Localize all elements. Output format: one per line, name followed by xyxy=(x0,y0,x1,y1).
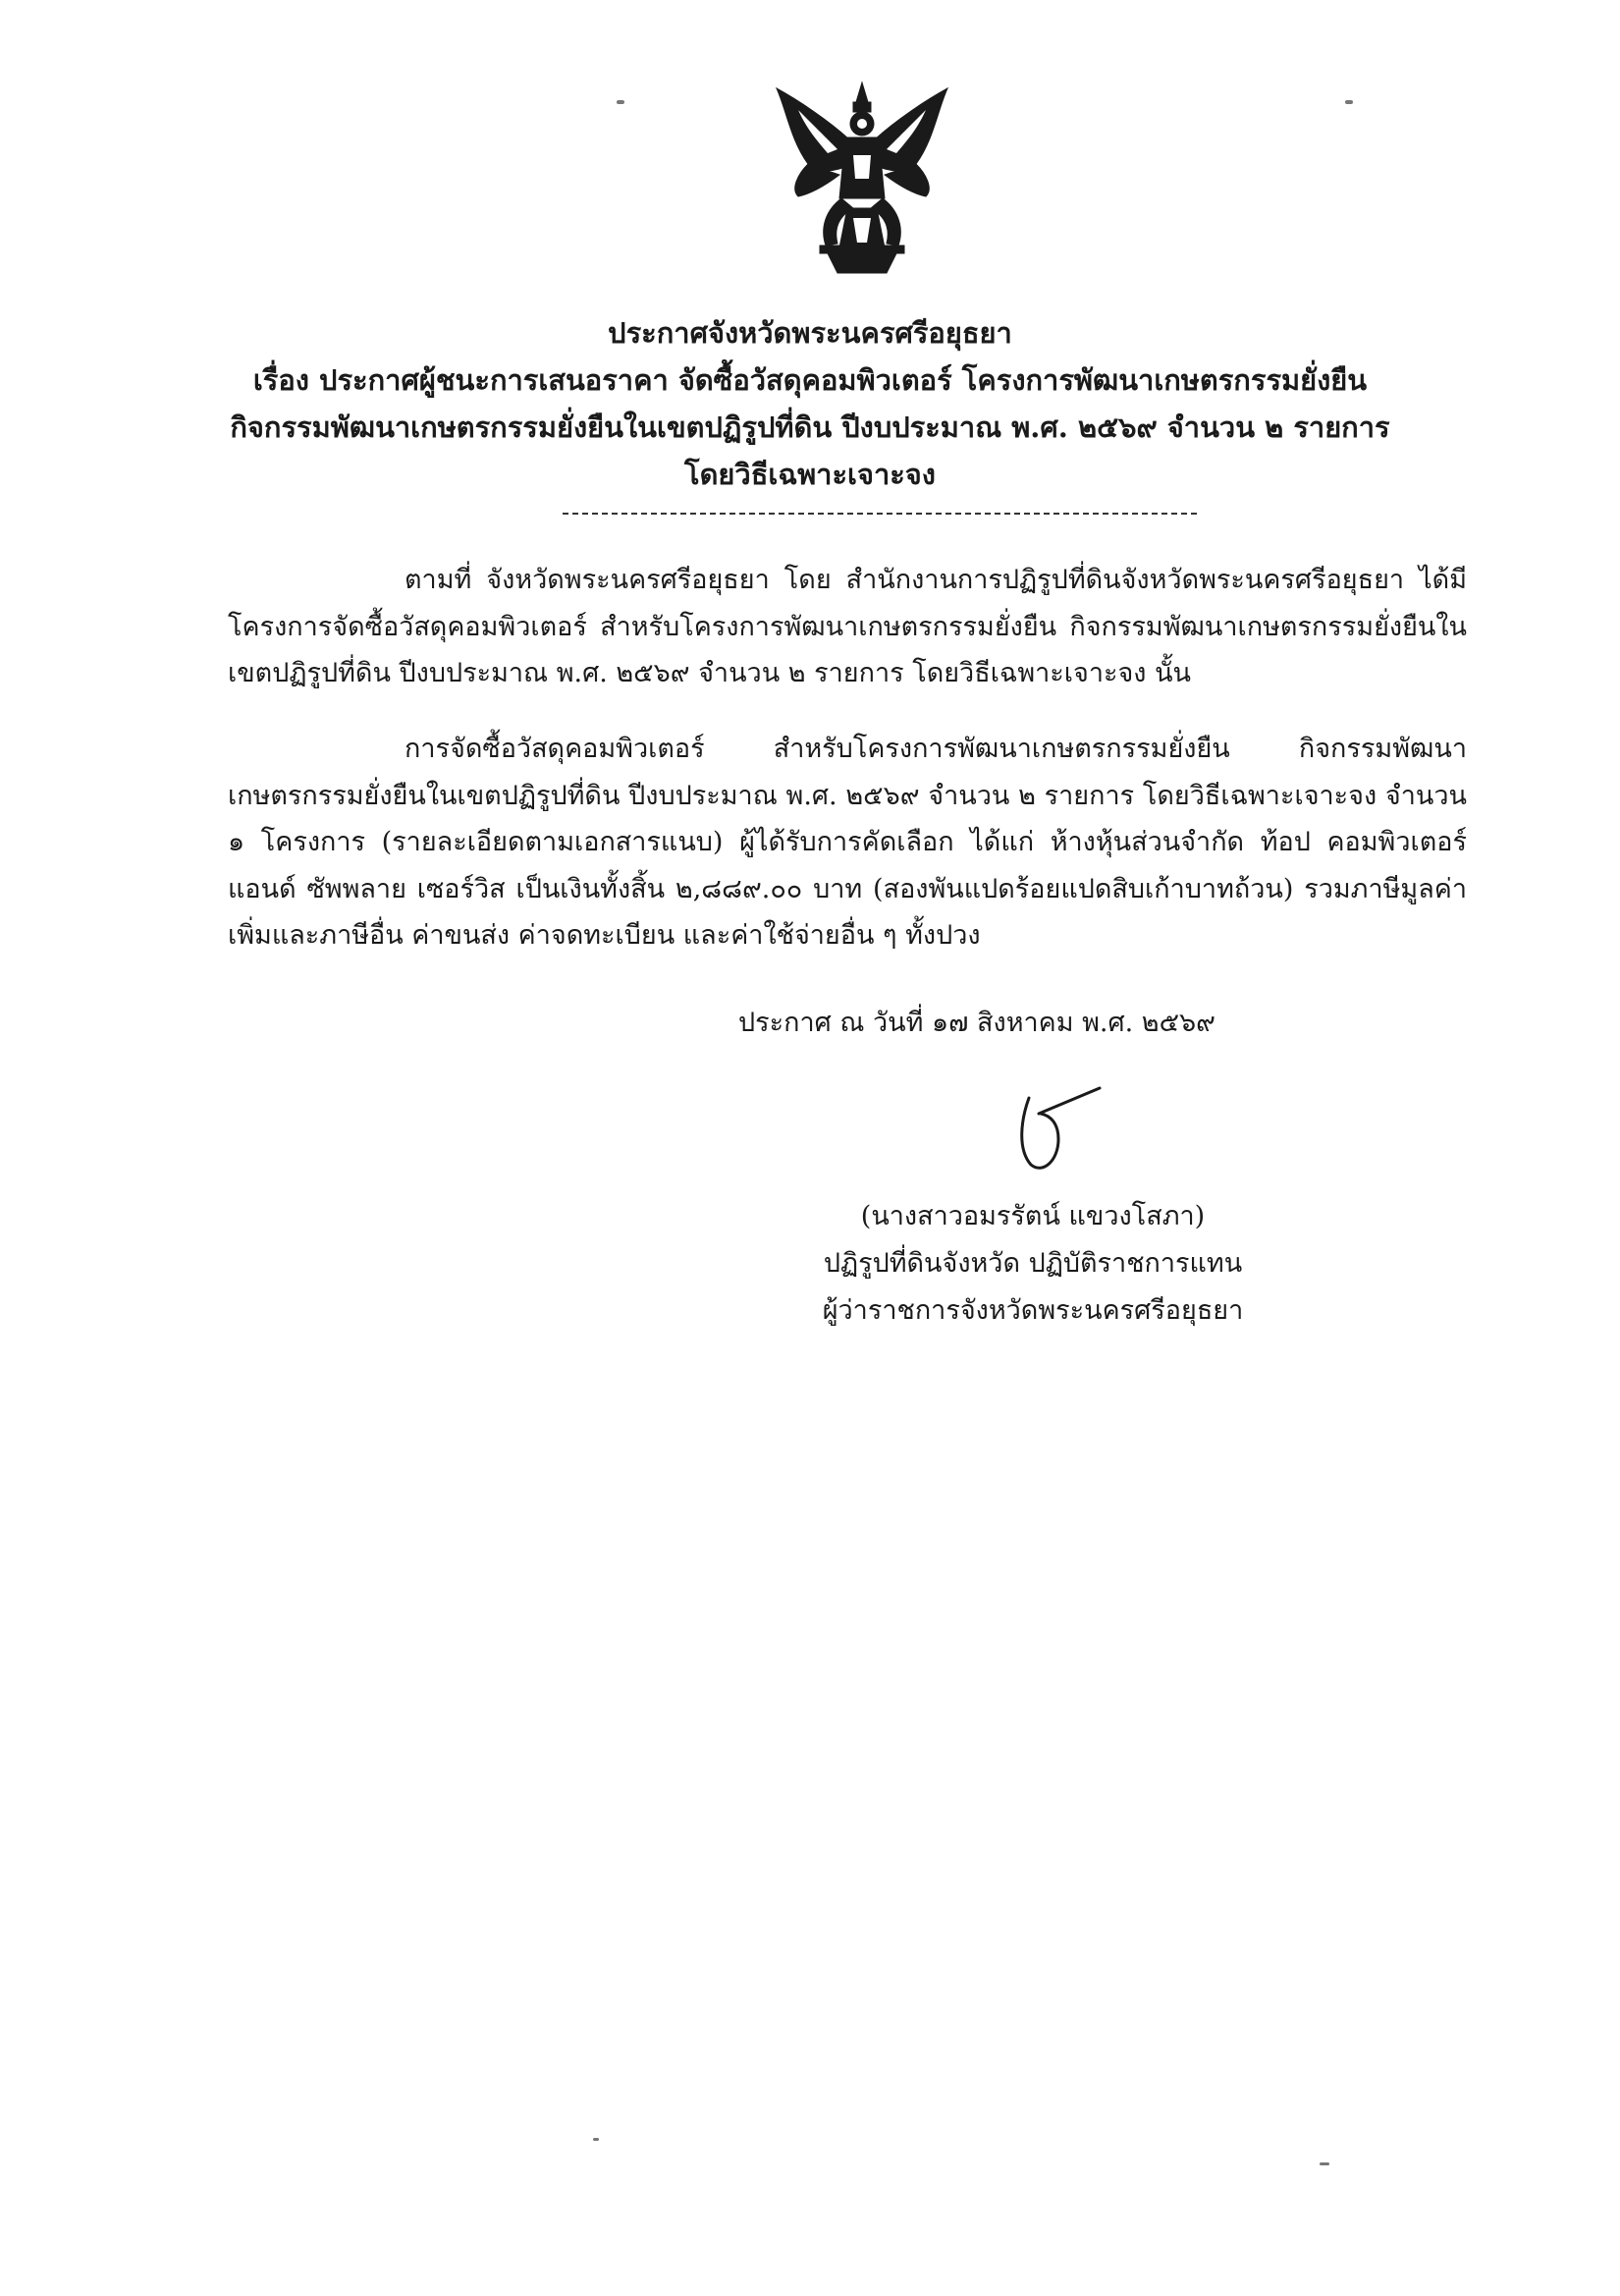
announcement-date: ประกาศ ณ วันที่ ๑๗ สิงหาคม พ.ศ. ๒๕๖๙ xyxy=(738,1008,1215,1038)
scan-speck xyxy=(1320,2162,1329,2165)
scan-speck xyxy=(1345,100,1353,104)
heading-line-4: โดยวิธีเฉพาะเจาะจง xyxy=(684,458,936,491)
signatory-block xyxy=(778,1193,1288,1335)
garuda-emblem-icon xyxy=(769,81,955,277)
scan-speck xyxy=(593,2138,599,2141)
document-heading xyxy=(157,309,1463,498)
heading-divider xyxy=(563,513,1197,515)
paragraph-2: การจัดซื้อวัสดุคอมพิวเตอร์ สำหรับโครงการพัฒนาเกษตรกรรมยั่งยืน กิจกรรมพัฒนาเกษตรกรรมยั่งยืนในเขตปฏิรูปที่ดิน ปีงบประมาณ พ.ศ. ๒๕๖๙ จำนวน ๒ รายการ โดยวิธีเฉพาะเจาะจง จำนวน ๑ โครงการ (รายละเอียดตามเอกสารแนบ) ผู้ได้รับการคัดเลือก ได้แก่ ห้างหุ้นส่วนจำกัด ท้อป คอมพิวเตอร์ แอนด์ ซัพพลาย เซอร์วิส เป็นเงินทั้งสิ้น ๒,๘๘๙.๐๐ บาท (สองพันแปดร้อยแปดสิบเก้าบาทถ้วน) รวมภาษีมูลค่าเพิ่มและภาษีอื่น ค่าขนส่ง ค่าจดทะเบียน และค่าใช้จ่ายอื่น ๆ ทั้งปวง xyxy=(228,734,1467,951)
paragraph-1: ตามที่ จังหวัดพระนครศรีอยุธยา โดย สำนักงานการปฏิรูปที่ดินจังหวัดพระนครศรีอยุธยา ได้มีโครงการจัดซื้อวัสดุคอมพิวเตอร์ สำหรับโครงการพัฒนาเกษตรกรรมยั่งยืน กิจกรรมพัฒนาเกษตรกรรมยั่งยืนในเขตปฏิรูปที่ดิน ปีงบประมาณ พ.ศ. ๒๕๖๙ จำนวน ๒ รายการ โดยวิธีเฉพาะเจาะจง นั้น xyxy=(228,565,1467,688)
signatory-position-1: ปฏิรูปที่ดินจังหวัด ปฏิบัติราชการแทน xyxy=(823,1248,1243,1279)
heading-line-2: เรื่อง ประกาศผู้ชนะการเสนอราคา จัดซื้อวัสดุคอมพิวเตอร์ โครงการพัฒนาเกษตรกรรมยั่งยืน xyxy=(252,363,1368,397)
signature-icon xyxy=(1001,1080,1119,1178)
heading-line-3: กิจกรรมพัฒนาเกษตรกรรมยั่งยืนในเขตปฏิรูปที่ดิน ปีงบประมาณ พ.ศ. ๒๕๖๙ จำนวน ๒ รายการ xyxy=(230,410,1390,444)
signatory-position-2: ผู้ว่าราชการจังหวัดพระนครศรีอยุธยา xyxy=(822,1295,1244,1326)
signatory-name: (นางสาวอมรรัตน์ แขวงโสภา) xyxy=(860,1201,1206,1231)
heading-line-1: ประกาศจังหวัดพระนครศรีอยุธยา xyxy=(608,316,1012,350)
scan-speck xyxy=(617,100,624,104)
